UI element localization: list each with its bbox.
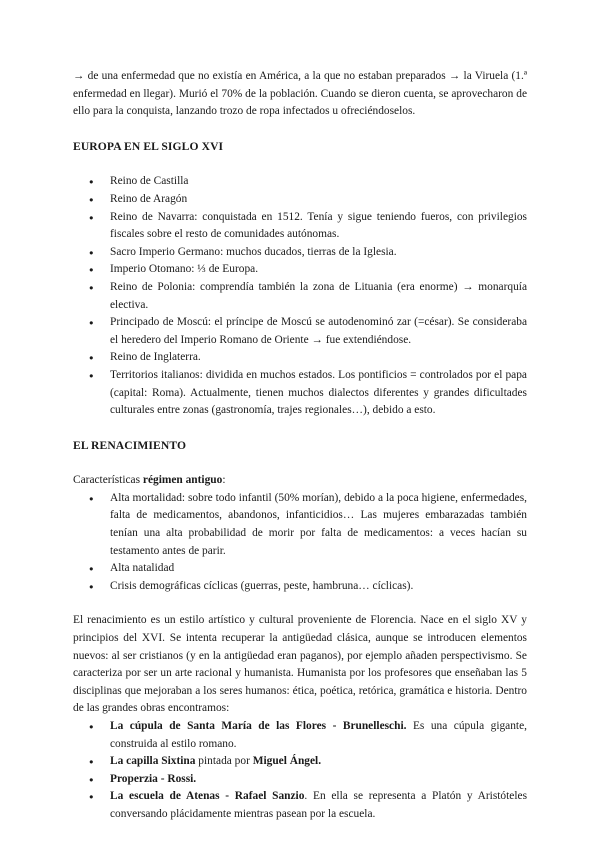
list-item bbox=[110, 788, 527, 823]
obra-title: Properzia - Rossi. bbox=[110, 772, 197, 785]
renacimiento-heading: EL RENACIMIENTO bbox=[73, 438, 187, 452]
list-item bbox=[110, 718, 527, 753]
list-item bbox=[110, 771, 527, 789]
list-item: ● Reino de Inglaterra. bbox=[110, 349, 527, 367]
list-item: ● Reino de Polonia: comprendía también la zona de Lituania (era enorme) → monarquía electiva. bbox=[110, 279, 527, 314]
list-item: ● Alta mortalidad: sobre todo infantil (50% morían), debido a la poca higiene, enfermedades, falta de medicamentos, abandonos, infanticidios… Las mujeres embarazadas también tenían una alta probabilidad de morir por falta de medicamentos: a veces hacían su testamento antes de parir. bbox=[110, 490, 527, 560]
renacimiento-paragraph: El renacimiento es un estilo artístico y cultural proveniente de Florencia. Nace en el siglo XV y principios del XVI. Se intenta recuperar la antigüedad clásica, aunque se introducen elementos nuevos: al ser cristianos (y en la antigüedad eran paganos), por ejemplo añaden perspectivismo. Se caracteriza por ser un arte racional y humanista. Humanista por los profesores que enseñaban las 5 disciplinas que mejoraban a los seres humanos: ética, poética, retórica, gramática e historia. Dentro de las grandes obras encontramos: bbox=[73, 614, 527, 715]
obra-title: La cúpula de Santa María de las Flores - Brunelleschi. bbox=[110, 720, 407, 732]
list-item: ● Territorios italianos: dividida en muchos estados. Los pontificios = controlados por el papa (capital: Roma). Actualmente, tienen muchos dialectos diferentes y grandes dificultades culturales entre zonas (gastronomía, trajes regionales…), debido a esto. bbox=[110, 367, 527, 420]
obras-list bbox=[73, 718, 527, 824]
obra-title: La capilla Sixtina bbox=[110, 755, 196, 768]
obra-title: La escuela de Atenas - Rafael Sanzio bbox=[110, 790, 305, 803]
obra-desc: . En ella se representa a Platón y Aristóteles conversando plácidamente mientras pasean por la escuela. bbox=[110, 790, 527, 820]
caracteristicas-label: Características bbox=[73, 474, 143, 487]
list-item: ● Imperio Otomano: ⅓ de Europa. bbox=[110, 261, 527, 279]
list-item: ● Crisis demográficas cíclicas (guerras, peste, hambruna… cíclicas). bbox=[110, 578, 527, 596]
obra-author: Miguel Ángel. bbox=[252, 755, 322, 768]
caracteristicas-colon: : bbox=[222, 474, 226, 487]
list-item bbox=[110, 753, 527, 771]
list-item: ● Reino de Navarra: conquistada en 1512. Tenía y sigue teniendo fueros, con privilegios fiscales sobre el resto de comunidades autónomas. bbox=[110, 209, 527, 244]
intro-paragraph: → de una enfermedad que no existía en América, a la que no estaban preparados → la Viruela (1.ª enfermedad en llegar). Murió el 70% de la población. Cuando se dieron cuenta, se aprovecharon de ello para la conquista, lanzando trozo de ropa infectados u ofreciéndoselos. bbox=[73, 70, 527, 118]
list-item: ● Reino de Castilla bbox=[110, 173, 527, 191]
list-item: ● Principado de Moscú: el príncipe de Moscú se autodenominó zar (=césar). Se consideraba el heredero del Imperio Romano de Oriente → fue extendiéndose. bbox=[110, 314, 527, 349]
list-item: ● Sacro Imperio Germano: muchos ducados, tierras de la Iglesia. bbox=[110, 244, 527, 262]
list-item: ● Reino de Aragón bbox=[110, 191, 527, 209]
europa-heading: EUROPA EN EL SIGLO XVI bbox=[73, 139, 224, 153]
obra-desc: pintada por bbox=[195, 755, 253, 768]
regimen-list bbox=[73, 490, 527, 596]
europa-list bbox=[73, 173, 527, 419]
caracteristicas-line bbox=[73, 472, 527, 490]
list-item: ● Alta natalidad bbox=[110, 560, 527, 578]
regimen-antiguo-term: régimen antiguo bbox=[142, 474, 223, 487]
obra-desc: Es una cúpula gigante, construida al estilo romano. bbox=[110, 720, 528, 750]
